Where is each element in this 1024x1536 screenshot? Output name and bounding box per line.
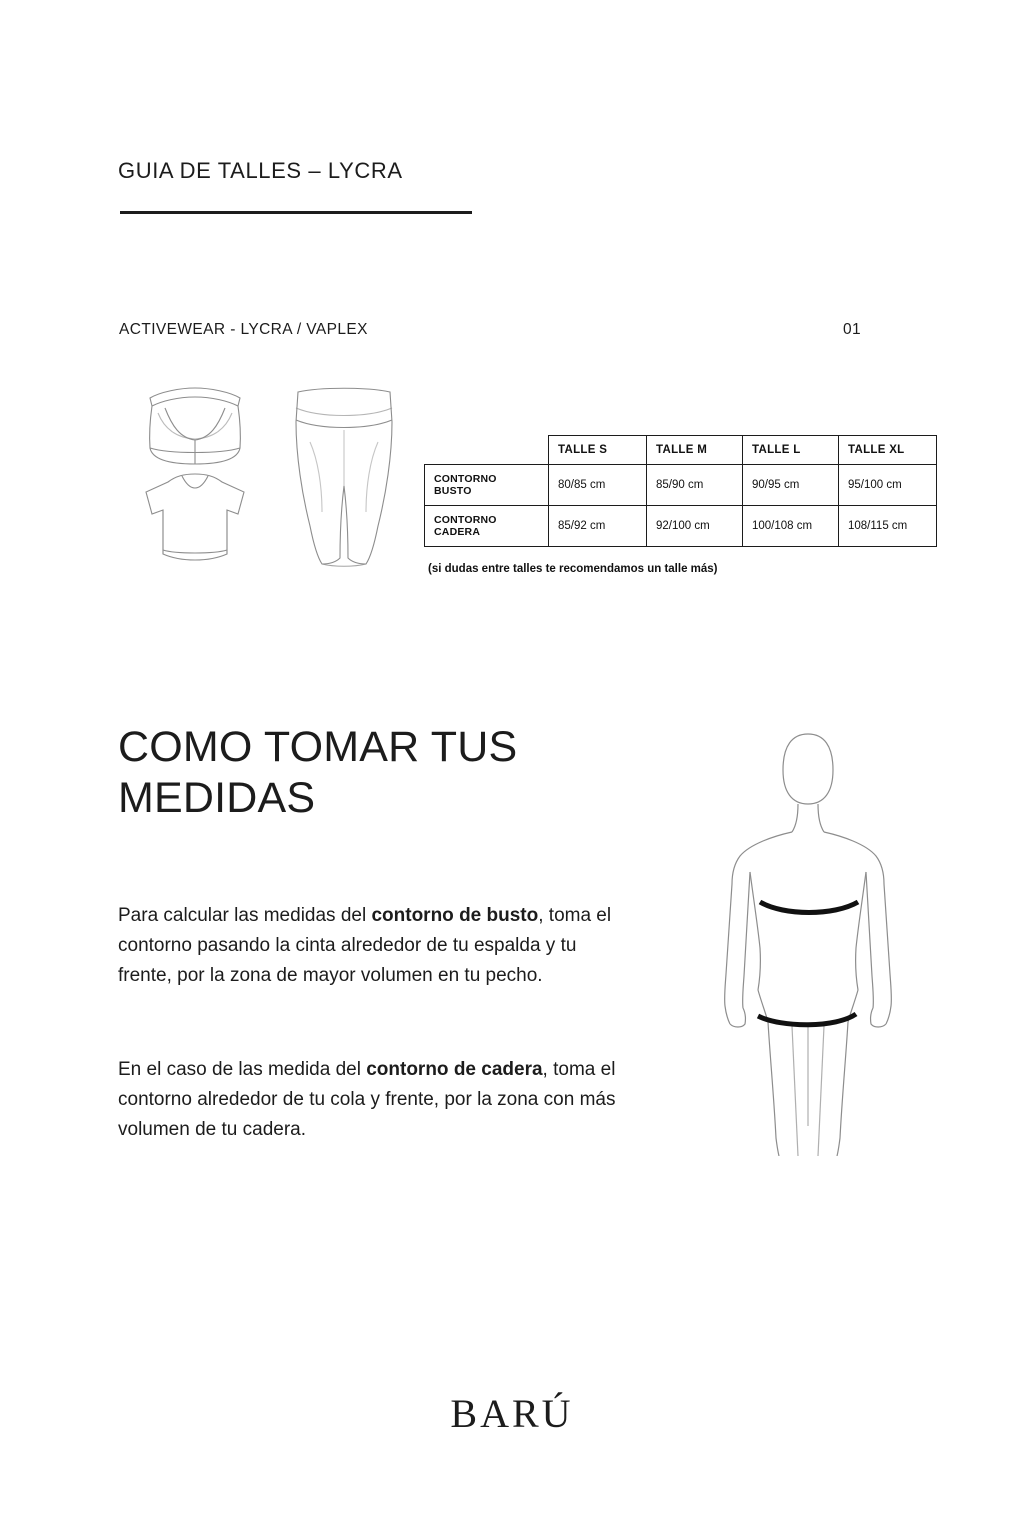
cell-cadera-l: 100/108 cm <box>743 506 839 547</box>
table-note: (si dudas entre talles te recomendamos un talle más) <box>428 563 718 575</box>
cell-busto-m: 85/90 cm <box>647 465 743 506</box>
size-chart-table <box>424 435 937 547</box>
paragraph-busto-bold: contorno de busto <box>371 905 539 926</box>
garments-illustration <box>120 386 410 571</box>
row-header-line-2: BUSTO <box>434 485 472 497</box>
page-number: 01 <box>843 321 862 338</box>
mannequin-illustration <box>688 726 928 1156</box>
paragraph-cadera-part-1: En el caso de las medida del <box>118 1059 367 1080</box>
paragraph-cadera-part-2: , toma el contorno alrededor de tu cola y frente, por la zona con más volumen de tu cadera. <box>118 1059 616 1141</box>
brand-logo: BARÚ <box>450 1391 574 1436</box>
column-header-talle-m: TALLE M <box>647 436 743 465</box>
table-corner-cell <box>425 436 549 465</box>
cell-cadera-s: 85/92 cm <box>549 506 647 547</box>
table-row <box>425 506 937 547</box>
paragraph-busto-part-1: Para calcular las medidas del <box>118 905 372 926</box>
paragraph-busto <box>118 901 618 991</box>
row-header-line-1: CONTORNO <box>434 513 497 526</box>
cell-cadera-xl: 108/115 cm <box>839 506 937 547</box>
measurements-heading <box>118 722 638 823</box>
cell-busto-xl: 95/100 cm <box>839 465 937 506</box>
title-divider <box>120 211 472 214</box>
paragraph-busto-part-2: , toma el contorno pasando la cinta alrededor de tu espalda y tu frente, por la zona de mayor volumen en tu pecho. <box>118 905 612 987</box>
column-header-talle-l: TALLE L <box>743 436 839 465</box>
column-header-talle-s: TALLE S <box>549 436 647 465</box>
heading-line-2: MEDIDAS <box>118 773 316 822</box>
section-label: ACTIVEWEAR - LYCRA / VAPLEX <box>119 321 368 338</box>
column-header-talle-xl: TALLE XL <box>839 436 937 465</box>
row-header-line-2: CADERA <box>434 526 481 538</box>
table-row <box>425 465 937 506</box>
row-header-line-1: CONTORNO <box>434 472 497 485</box>
cell-busto-s: 80/85 cm <box>549 465 647 506</box>
row-header-contorno-busto <box>425 465 549 506</box>
page-title: GUIA DE TALLES – LYCRA <box>118 158 403 183</box>
cell-cadera-m: 92/100 cm <box>647 506 743 547</box>
table-header-row <box>425 436 937 465</box>
row-header-contorno-cadera <box>425 506 549 547</box>
paragraph-cadera-bold: contorno de cadera <box>366 1059 543 1080</box>
paragraph-cadera <box>118 1055 618 1145</box>
cell-busto-l: 90/95 cm <box>743 465 839 506</box>
heading-line-1: COMO TOMAR TUS <box>118 723 518 771</box>
